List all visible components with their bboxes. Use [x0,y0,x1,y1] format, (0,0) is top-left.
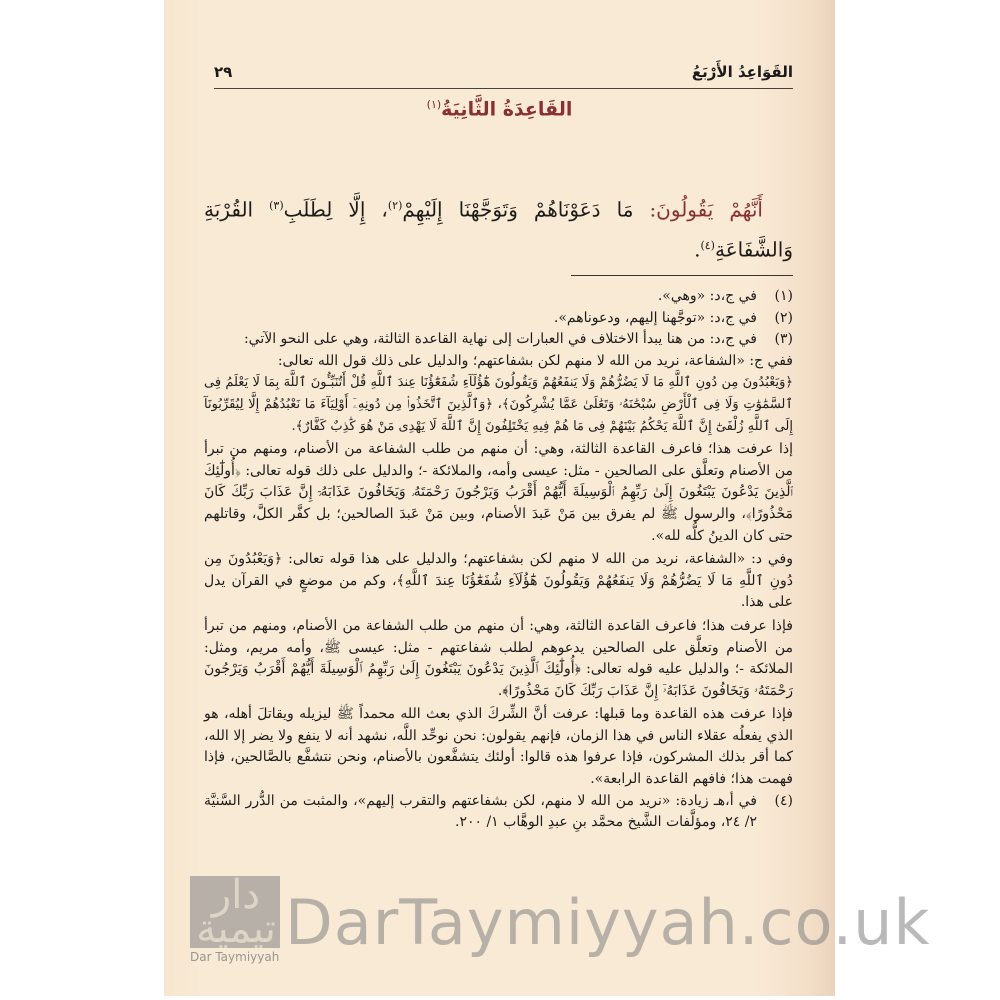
footnote-number: (٢) [774,309,793,326]
main-text-lead: أَنَّهُمْ يَقُولُونَ: [649,197,763,222]
footnote-paragraph: إذا عرفت هذا؛ فاعرف القاعدة الثالثة، وهي: أن منهم من طلب الشفاعة من الأصنام، ومنهم من تبرأ من الأصنام وتعلَّق على الصالحين - مثل: عيسى وأمه، والملائكة -؛ والدليل على ذلك قوله تعالى: ﴿أُولَٰٓئِكَ ٱلَّذِينَ يَدْعُونَ يَبْتَغُونَ إِلَىٰ رَبِّهِمُ ٱلْوَسِيلَةَ أَيُّهُمْ أَقْرَبُ وَيَرْجُونَ رَحْمَتَهُۥ وَيَخَافُونَ عَذَابَهُۥٓ إِنَّ عَذَابَ رَبِّكَ كَانَ مَحْذُورًا﴾، والرسول ﷺ لم يفرق بين مَنْ عَبدَ الأصنام، وبين مَنْ عَبدَ الصالحين؛ بل كفَّر الكلَّ، وقاتلهم حتى كان الدينُ كلُّه لله». [204,441,793,544]
footnote-3-continuation [204,351,793,791]
quran-quote: ﴿وَيَعْبُدُونَ مِن دُونِ ٱللَّهِ مَا لَا يَضُرُّهُمْ وَلَا يَنفَعُهُمْ وَيَقُولُونَ هَٰٓؤُلَآءِ شُفَعَٰٓؤُنَا عِندَ ٱللَّهِ قُلْ أَتُنَبِّـُٔونَ ٱللَّهَ بِمَا لَا يَعْلَمُ فِى ٱلسَّمَٰوَٰتِ وَلَا فِى ٱلْأَرْضِ سُبْحَٰنَهُۥ وَتَعَٰلَىٰ عَمَّا يُشْرِكُونَ﴾، ﴿وَٱلَّذِينَ ٱتَّخَذُوا۟ مِن دُونِهِۦٓ أَوْلِيَآءَ مَا نَعْبُدُهُمْ إِلَّا لِيُقَرِّبُونَآ إِلَى ٱللَّهِ زُلْفَىٰٓ إِنَّ ٱللَّهَ يَحْكُمُ بَيْنَهُمْ فِى مَا هُمْ فِيهِ يَخْتَلِفُونَ إِنَّ ٱللَّهَ لَا يَهْدِى مَنْ هُوَ كَٰذِبٌ كَفَّارٌ﴾. [204,375,793,434]
chapter-title [164,98,835,120]
running-head [214,57,793,87]
footnote-paragraph: في ج،د: من هنا يبدأ الاختلاف في العبارات إلى نهاية القاعدة الثالثة، وهي على النحو الآتي: [243,331,757,348]
main-text-part-3: القُرْبَةِ وَالشَّفَاعَةِ [204,197,793,262]
footnote-body [204,791,757,834]
footnote-ref-3: (٣) [269,199,284,212]
website-watermark: DarTaymiyyah.co.uk [285,886,931,959]
footnote-body [204,286,757,308]
footnotes [204,286,793,834]
book-title: القَوَاعِدُ الأَرْبَعُ [691,63,793,81]
footnote-paragraph: في أ،هـ زيادة: «نريد من الله لا منهم، لكن بشفاعتهم والتقرب إليهم»، والمثبت من الدُّرر السَّنيَّة ٢/ ٢٤، ومؤلَّفات الشَّيخ محمَّد بنِ عبدِ الوهَّاب ١/ ٢٠٠. [204,792,757,831]
footnote-paragraph: فإذا عرفت هذه القاعدة وما قبلها: عرفت أنَّ الشِّركَ الذي بعث الله محمداً ﷺ ليزيله ويقاتلَ أهله، هو الذي يفعلُه عقلاء الناس في هذا الزمان، فإنهم يقولون: نحن نوحِّد اللَّه، نشهد أنه لا ينفع ولا يضر إلا الله، كما أقر بذلك المشركون، فإذا عرفوا هذه قالوا: أولئك يتشفَّعون بالأصنام، ونحن نتشفَّع بالصَّالحين، فإذا فهمت هذا؛ فافهم القاعدة الرابعة». [204,706,793,788]
chapter-footnote-ref: (١) [426,98,442,111]
footnote-4 [204,791,793,834]
footnote-ref-4: (٤) [700,238,715,252]
footnote-3 [204,329,793,351]
footnote-paragraph: وفي د: «الشفاعة، نريد من الله لا منهم لكن بشفاعتهم؛ والدليل على هذا قوله تعالى: ﴿وَيَعْبُدُونَ مِن دُونِ ٱللَّهِ مَا لَا يَضُرُّهُمْ وَلَا يَنفَعُهُمْ وَيَقُولُونَ هَٰٓؤُلَآءِ شُفَعَٰٓؤُنَا عِندَ ٱللَّهِ﴾، وكم من موضعٍ في القرآن يدل على هذا. [204,551,793,611]
main-text-part-1: مَا دَعَوْنَاهُمْ وَتَوَجَّهْنَا إِلَيْهِمْ [402,197,650,222]
book-page [164,0,835,996]
footnote-number: (٤) [774,792,793,809]
publisher-logo-watermark [190,872,280,952]
footnote-body [204,308,757,330]
footnote-number: (٣) [774,331,793,348]
main-text-part-4: . [694,237,701,262]
footnote-paragraph: في ج،د: «توجَّهنا إليهم، ودعوناهم». [553,309,757,326]
main-text-part-2: ، إِلَّا لِطَلَبِ [283,197,388,222]
main-text [204,188,793,267]
footnote-2 [204,308,793,330]
header-rule [214,88,793,89]
publisher-caption: Dar Taymiyyah [190,950,280,964]
footnote-1 [204,286,793,308]
footnote-paragraph: في ج،د: «وهي». [657,288,757,304]
footnote-ref-2: (٢) [387,199,403,212]
footnote-paragraph: فإذا عرفت هذا؛ فاعرف القاعدة الثالثة، وهي: أن منهم من طلب الشفاعة من الأصنام، ومنهم من تبرأ من الأصنام وتعلَّق على الصالحين يدعوهم لطلب شفاعتهم - مثل: عيسى ﷺ، وأمه مريم، ومثل: الملائكة -؛ والدليل عليه قوله تعالى: ﴿أُولَٰٓئِكَ ٱلَّذِينَ يَدْعُونَ يَبْتَغُونَ إِلَىٰ رَبِّهِمُ ٱلْوَسِيلَةَ أَيُّهُمْ أَقْرَبُ وَيَرْجُونَ رَحْمَتَهُۥ وَيَخَافُونَ عَذَابَهُۥٓ إِنَّ عَذَابَ رَبِّكَ كَانَ مَحْذُورًا﴾. [204,617,793,699]
chapter-title-text: القَاعِدَةُ الثَّانِيَةُ [441,98,573,121]
page-number: ٢٩ [214,63,233,81]
footnote-paragraph: ففي ج: «الشفاعة، نريد من الله لا منهم لكن بشفاعتهم؛ والدليل على ذلك قول الله تعالى: [277,352,793,369]
logo-calligraphy: دار تيمية [196,872,276,952]
footnote-separator [571,275,793,276]
footnote-number: (١) [774,288,793,304]
footnote-body [204,329,757,351]
